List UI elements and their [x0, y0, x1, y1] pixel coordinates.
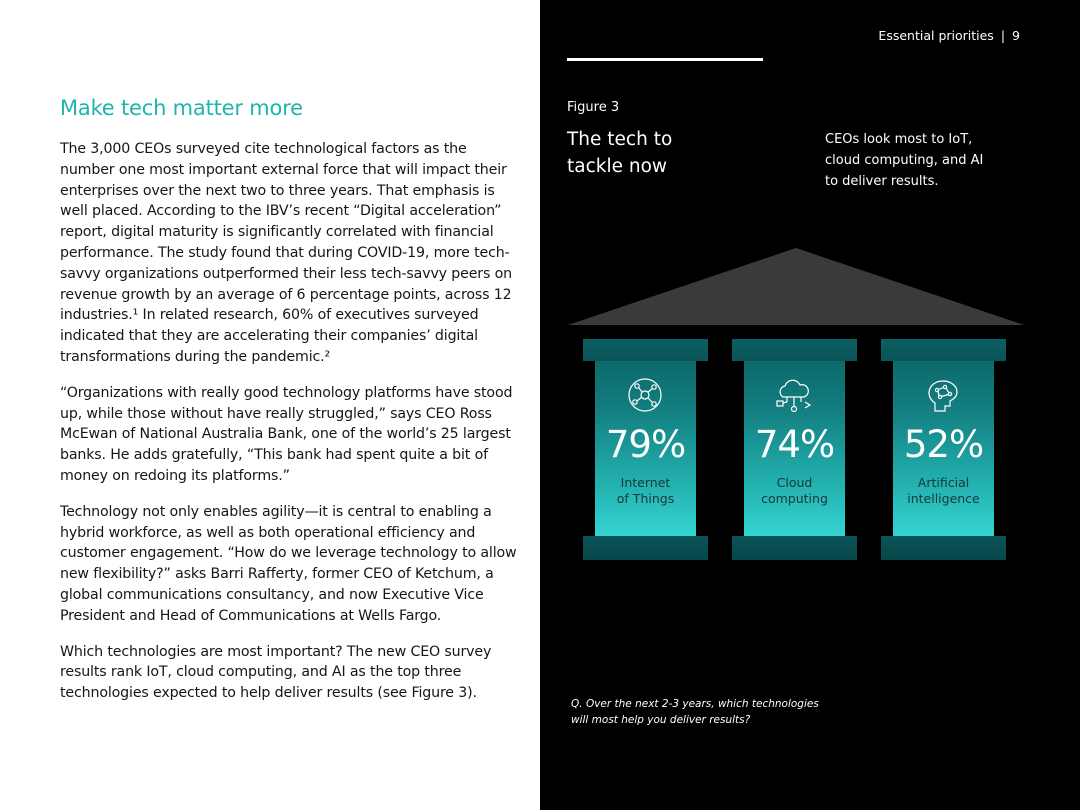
pillar-3 — [881, 339, 1006, 560]
pillar-capital — [881, 339, 1006, 361]
pillar-base — [881, 536, 1006, 560]
pillar-base — [732, 536, 857, 560]
pillar-capital — [583, 339, 708, 361]
value-label: 74% — [754, 423, 835, 466]
running-header — [878, 28, 1020, 43]
figure-panel — [540, 0, 1080, 810]
value-label: 79% — [605, 423, 686, 466]
section-heading: Make tech matter more — [60, 96, 303, 120]
pillar-2 — [732, 339, 857, 560]
paragraph-2: “Organizations with really good technology platforms have stood up, while those without have really struggled,” says CEO Ross McEwan of National Australia Bank, one of the world’s 25 largest banks. He adds gratefully, “This bank had spent quite a bit of money on redoing its platforms.” — [60, 384, 513, 484]
survey-question: Q. Over the next 2-3 years, which technologies will most help you deliver results? — [571, 698, 819, 726]
paragraph-3: Technology not only enables agility—it is central to enabling a hybrid workforce, as well as both operational efficiency and customer engagement. “How do we leverage technology to allow new flexibility?” asks Barri Rafferty, former CEO of Ketchum, a global communications consultancy, and now Executive Vice President and Head of Communications at Wells Fargo. — [60, 503, 517, 624]
cloud-computing-icon — [774, 375, 814, 415]
page-number: 9 — [1012, 28, 1020, 43]
header-separator: | — [1000, 28, 1006, 43]
category-label: Cloud computing — [761, 475, 828, 506]
value-label: 52% — [903, 423, 984, 466]
section-name: Essential priorities — [878, 28, 994, 43]
pillar-1 — [583, 339, 708, 560]
figure-title: The tech to tackle now — [567, 129, 673, 177]
pillar-base — [583, 536, 708, 560]
temple-roof — [568, 248, 1024, 326]
paragraph-4: Which technologies are most important? The new CEO survey results rank IoT, cloud computing, and AI as the top three technologies expected to help deliver results (see Figure 3). — [60, 643, 492, 702]
figure-description: CEOs look most to IoT, cloud computing, and AI to deliver results. — [825, 132, 984, 189]
iot-icon — [625, 375, 665, 415]
category-label: Artificial intelligence — [907, 475, 980, 506]
figure-label: Figure 3 — [567, 100, 620, 115]
category-label: Internet of Things — [616, 475, 675, 506]
figure-rule — [567, 58, 763, 61]
ai-brain-icon — [923, 375, 963, 415]
article-body — [60, 139, 520, 719]
pillar-capital — [732, 339, 857, 361]
paragraph-1: The 3,000 CEOs surveyed cite technological factors as the number one most important external force that will impact their enterprises over the next two to three years. That emphasis is well placed. According to the IBV’s recent “Digital acceleration” report, digital maturity is significantly correlated with financial performance. The study found that during COVID-19, more tech-savvy organizations outperformed their less tech-savvy peers on revenue growth by an average of 6 percentage points, across 12 industries.¹ In related research, 60% of executives surveyed indicated that they are accelerating their companies’ digital transformations during the pandemic.² — [60, 141, 512, 365]
